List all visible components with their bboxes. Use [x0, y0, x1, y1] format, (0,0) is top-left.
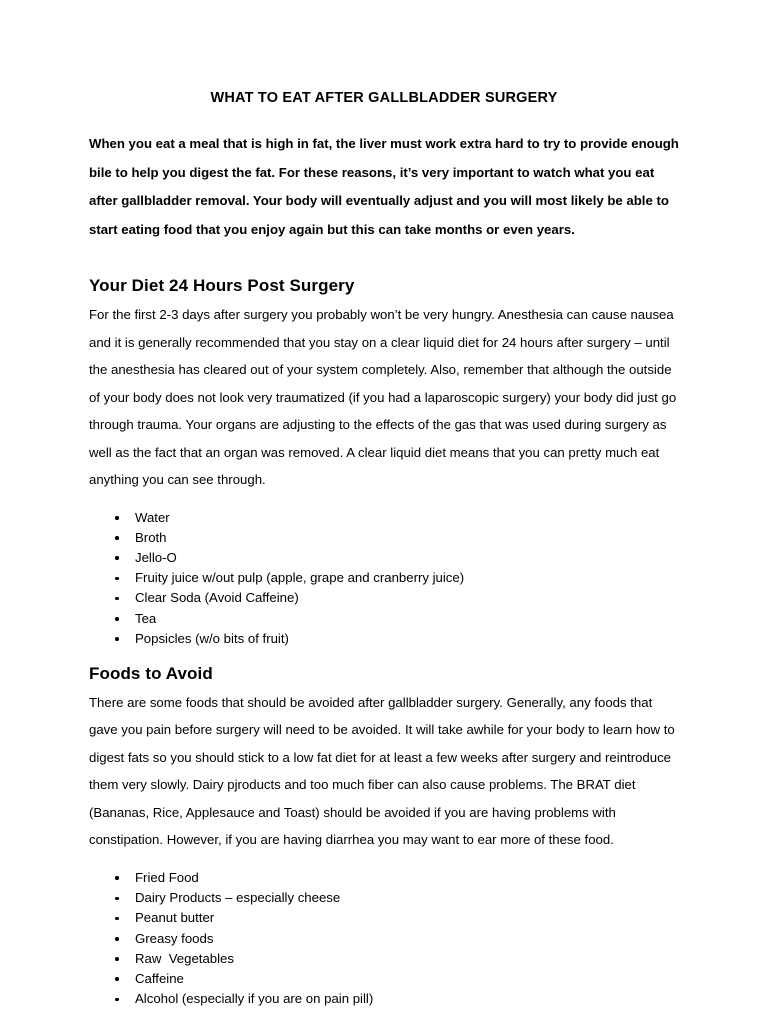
list-item: Fruity juice w/out pulp (apple, grape and cranberry juice): [89, 568, 679, 588]
list-item: Broth: [89, 528, 679, 548]
list-item: Raw Vegetables: [89, 949, 679, 969]
list-item: Popsicles (w/o bits of fruit): [89, 629, 679, 649]
section-paragraph-foods-to-avoid: There are some foods that should be avoided after gallbladder surgery. Generally, any foods that gave you pain before surgery will need to be avoided. It will take awhile for your body to learn how to digest fats so you should stick to a low fat diet for at least a few weeks after surgery and reintroduce them very slowly. Dairy pjroducts and too much fiber can also cause problems. The BRAT diet (Bananas, Rice, Applesauce and Toast) should be avoided if you are having problems with constipation. However, if you are having diarrhea you may want to ear more of these food.: [89, 694, 675, 848]
section-spacer: [89, 256, 679, 275]
section-heading-foods-to-avoid: Foods to Avoid: [89, 663, 213, 683]
list-spacer: [89, 649, 679, 663]
intro-paragraph: When you eat a meal that is high in fat, the liver must work extra hard to try to provide enough bile to help you digest the fat. For these reasons, it’s very important to watch what you eat after gallbladder removal. Your body will eventually adjust and you will most likely be able to start eating food that you enjoy again but this can take months or even years.: [89, 136, 679, 237]
section-foods-to-avoid: [89, 663, 679, 1009]
list-item: Jello-O: [89, 548, 679, 568]
list-item: Greasy foods: [89, 929, 679, 949]
clear-liquid-diet-list: [89, 508, 679, 649]
list-item: Water: [89, 508, 679, 528]
list-item: Clear Soda (Avoid Caffeine): [89, 588, 679, 608]
section-diet-24-hours: [89, 275, 679, 649]
paragraph-spacer: [89, 494, 679, 508]
paragraph-spacer: [89, 854, 679, 868]
section-paragraph-diet-24-hours: For the first 2-3 days after surgery you probably won’t be very hungry. Anesthesia can cause nausea and it is generally recommended that you stay on a clear liquid diet for 24 hours after surgery – until the anesthesia has cleared out of your system completely. Also, remember that although the outside of your body does not look very traumatized (if you had a laparoscopic surgery) your body did just go through trauma. Your organs are adjusting to the effects of the gas that was used during surgery as well as the fact that an organ was removed. A clear liquid diet means that you can pretty much eat anything you can see through.: [89, 307, 677, 487]
document-title: WHAT TO EAT AFTER GALLBLADDER SURGERY: [210, 90, 558, 106]
list-item: Dairy Products – especially cheese: [89, 888, 679, 908]
document-content: [89, 88, 679, 1009]
foods-to-avoid-list: [89, 868, 679, 1009]
list-item: Peanut butter: [89, 908, 679, 928]
list-item: Tea: [89, 609, 679, 629]
list-item: Alcohol (especially if you are on pain pill): [89, 989, 679, 1009]
list-item: Fried Food: [89, 868, 679, 888]
list-item: Caffeine: [89, 969, 679, 989]
section-heading-diet-24-hours: Your Diet 24 Hours Post Surgery: [89, 276, 355, 295]
